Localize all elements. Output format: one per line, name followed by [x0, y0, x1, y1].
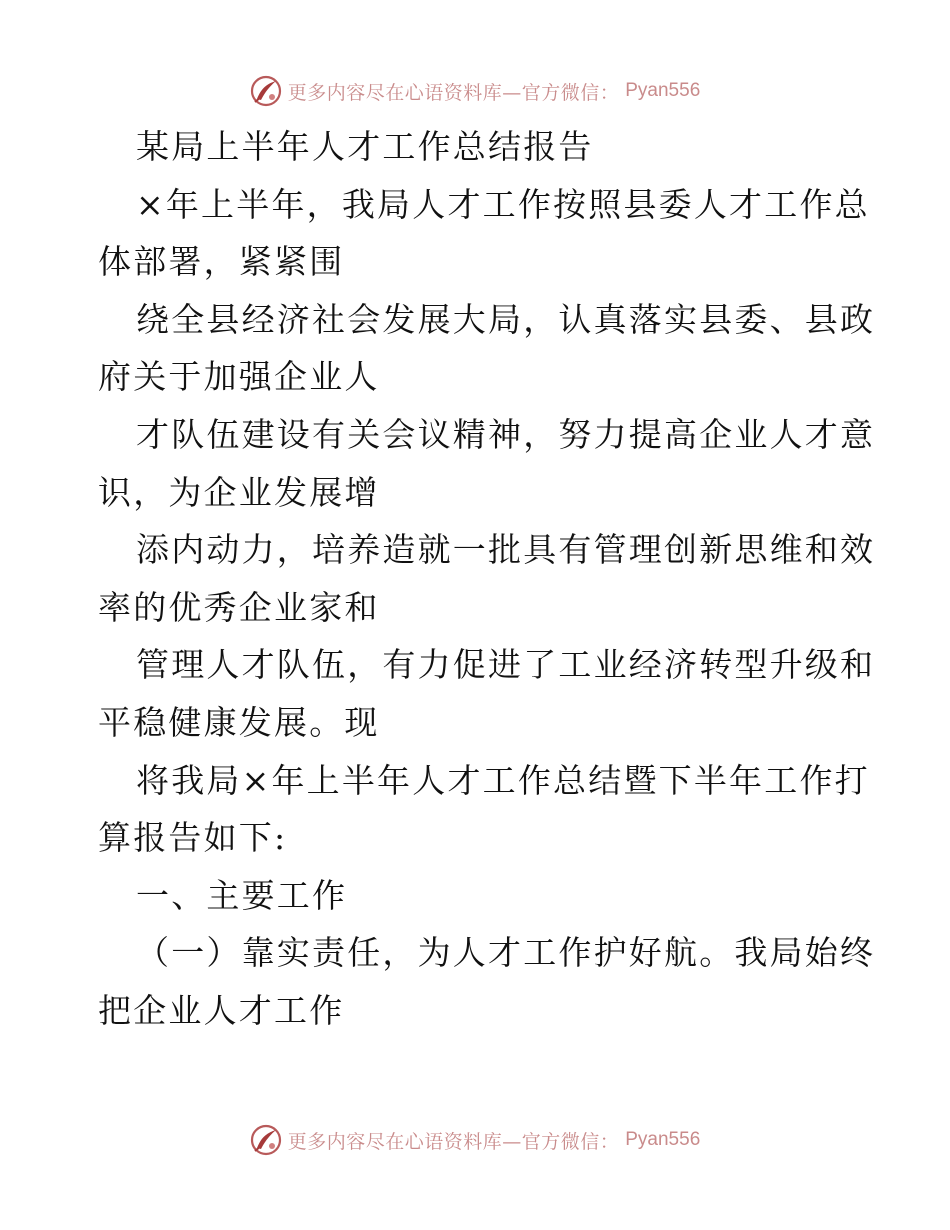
header-watermark: [0, 71, 950, 111]
paragraph-line: 添内动力，培养造就一批具有管理创新思维和效: [136, 530, 876, 570]
paragraph-line: 才队伍建设有关会议精神，努力提高企业人才意: [136, 414, 876, 454]
section-heading: 一、主要工作: [136, 875, 348, 915]
watermark-wechat-id: Pyan556: [625, 1129, 701, 1150]
paragraph-line: ×年上半年，我局人才工作按照县委人才工作总: [136, 184, 870, 224]
document-body: [98, 118, 876, 1040]
watermark-text: 更多内容尽在心语资料库—官方微信：: [287, 81, 620, 104]
footer-watermark: [0, 1120, 950, 1160]
pen-logo-icon: [250, 75, 282, 107]
paragraph-line: 将我局×年上半年人才工作总结暨下半年工作打: [136, 760, 870, 800]
paragraph-line: 体部署，紧紧围: [98, 242, 345, 282]
document-title: 某局上半年人才工作总结报告: [136, 127, 594, 166]
paragraph-line: 管理人才队伍，有力促进了工业经济转型升级和: [136, 645, 876, 685]
paragraph-line: 绕全县经济社会发展大局，认真落实县委、县政: [136, 299, 876, 339]
paragraph-line: 平稳健康发展。现: [98, 702, 380, 742]
paragraph-line: 率的优秀企业家和: [98, 587, 380, 627]
pen-logo-icon: [250, 1124, 282, 1156]
paragraph-line: 府关于加强企业人: [98, 357, 380, 397]
paragraph-line: 算报告如下:: [98, 818, 288, 858]
watermark-wechat-id: Pyan556: [625, 80, 701, 101]
paragraph-line: 把企业人才工作: [98, 990, 345, 1030]
paragraph-line: 识，为企业发展增: [98, 472, 380, 512]
watermark-text: 更多内容尽在心语资料库—官方微信：: [287, 1130, 620, 1153]
paragraph-line: （一）靠实责任，为人才工作护好航。我局始终: [136, 933, 876, 973]
